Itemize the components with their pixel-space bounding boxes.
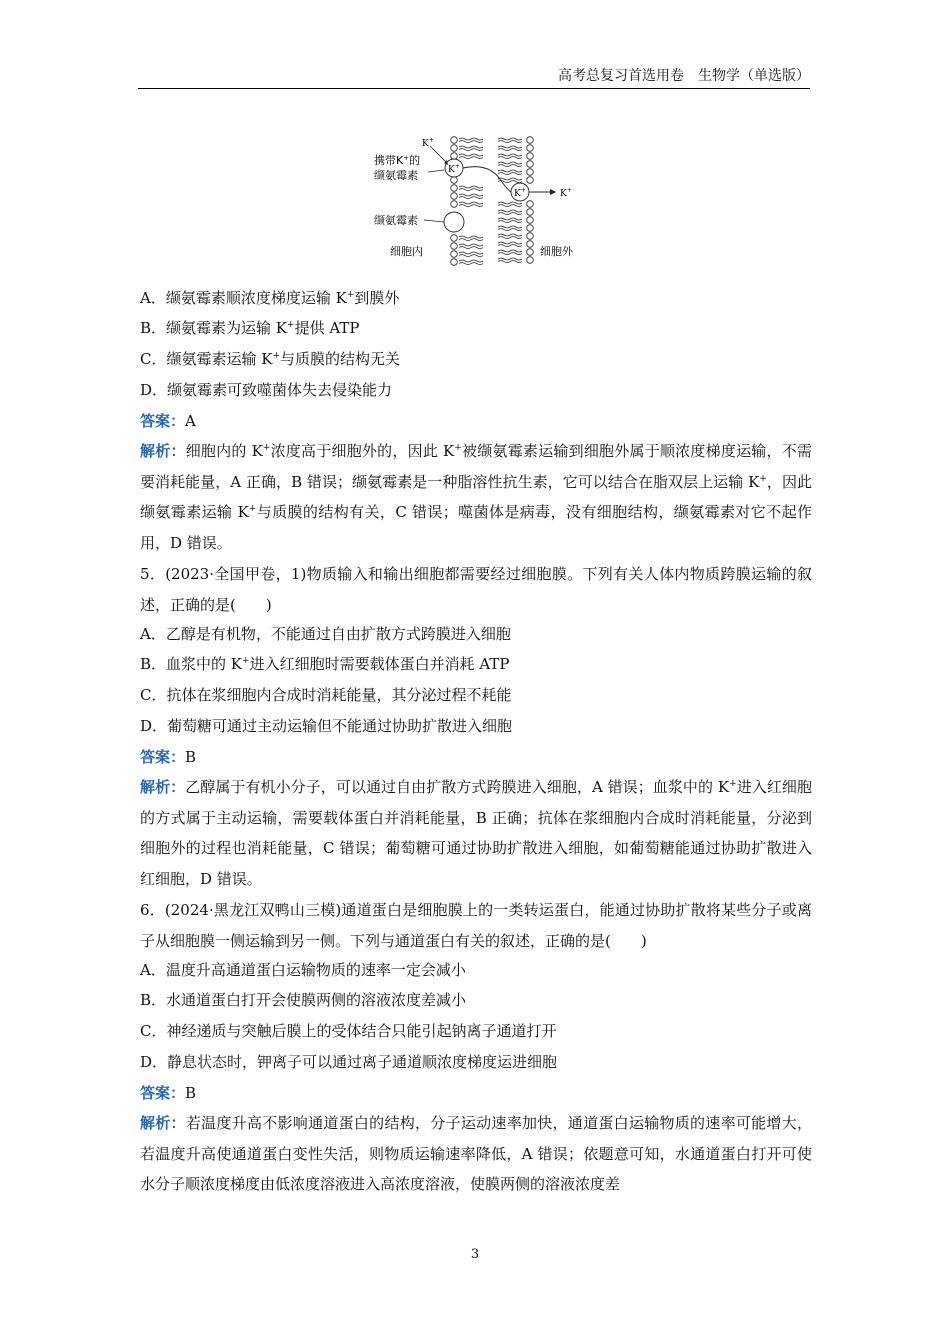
header-book-title: 高考总复习首选用卷 <box>558 68 684 84</box>
header-subject: 生物学（单选版） <box>698 68 810 84</box>
q4-answer: 答案：A <box>140 412 196 430</box>
carrier-label-2: 缬氨霉素 <box>374 169 418 182</box>
lipid-tails <box>459 138 522 265</box>
q6-option-d: D．静息状态时，钾离子可以通过离子通道顺浓度梯度运进细胞 <box>140 1053 558 1071</box>
membrane-diagram <box>370 132 582 272</box>
k-ion-mid-label: K+ <box>514 187 526 199</box>
q5-option-a: A．乙醇是有机物，不能通过自由扩散方式跨膜进入细胞 <box>140 625 511 643</box>
valinomycin-label: 缬氨霉素 <box>374 214 418 227</box>
q6-stem: 6．(2024·黑龙江双鸭山三模)通道蛋白是细胞膜上的一类转运蛋白，能通过协助扩散将某些分子或离子从细胞膜一侧运输到另一侧。下列与通道蛋白有关的叙述，正确的是( ) <box>140 901 812 950</box>
q4-option-c: C．缬氨霉素运输 K+与质膜的结构无关 <box>140 350 401 368</box>
q5-option-d: D．葡萄糖可通过主动运输但不能通过协助扩散进入细胞 <box>140 717 513 735</box>
arrow-in <box>430 146 446 162</box>
q4-option-a: A．缬氨霉素顺浓度梯度运输 K+到膜外 <box>140 289 400 307</box>
k-ion-top-label: K+ <box>422 137 434 149</box>
q5-analysis: 解析：乙醇属于有机小分子，可以通过自由扩散方式跨膜进入细胞，A 错误；血浆中的 K+进入红细胞的方式属于主动运输，需要载体蛋白并消耗能量，B 正确；抗体在浆细胞内合成时消耗能量，分泌到细胞外的过程也消耗能量，C 错误；葡萄糖可通过协助扩散进入细胞，如葡萄糖能通过协助扩散进入红细胞，D 错误。 <box>140 778 812 888</box>
q5-answer: 答案：B <box>140 748 197 766</box>
q5-stem: 5．(2023·全国甲卷，1)物质输入和输出细胞都需要经过细胞膜。下列有关人体内物质跨膜运输的叙述，正确的是( ) <box>140 565 812 614</box>
outside-cell-label: 细胞外 <box>540 245 573 258</box>
q6-option-c: C．神经递质与突触后膜上的受体结合只能引起钠离子通道打开 <box>140 1022 557 1040</box>
q6-option-b: B．水通道蛋白打开会使膜两侧的溶液浓度差减小 <box>140 991 467 1009</box>
q5-option-c: C．抗体在浆细胞内合成时消耗能量，其分泌过程不耗能 <box>140 686 512 704</box>
arrow-out-head <box>550 189 556 195</box>
q6-analysis: 解析：若温度升高不影响通道蛋白的结构，分子运动速率加快，通道蛋白运输物质的速率可能增大，若温度升高使通道蛋白变性失活，则物质运输速率降低，A 错误；依题意可知，水通道蛋白打开可使水分子顺浓度梯度由低浓度溶液进入高浓度溶液，使膜两侧的溶液浓度差 <box>140 1114 812 1193</box>
k-ion-inner-label: K+ <box>448 163 460 175</box>
page-number: 3 <box>470 1247 480 1262</box>
q6-option-a: A．温度升高通道蛋白运输物质的速率一定会减小 <box>140 961 466 979</box>
page-header <box>138 66 810 89</box>
carrier-label-1: 携带K+的 <box>374 154 421 167</box>
q6-answer: 答案：B <box>140 1084 197 1102</box>
q4-option-d: D．缬氨霉素可致噬菌体失去侵染能力 <box>140 381 393 399</box>
q4-option-b: B．缬氨霉素为运输 K+提供 ATP <box>140 319 360 337</box>
membrane-diagram-svg <box>370 132 582 272</box>
valinomycin-pointer <box>424 220 444 222</box>
inside-cell-label: 细胞内 <box>390 245 423 258</box>
free-valinomycin <box>444 212 464 232</box>
q4-analysis: 解析：细胞内的 K+浓度高于细胞外的，因此 K+被缬氨霉素运输到细胞外属于顺浓度梯度运输，不需要消耗能量，A 正确，B 错误；缬氨霉素是一种脂溶性抗生素，它可以结合在脂双层上运输 K+，因此缬氨霉素运输 K+与质膜的结构有关，C 错误；噬菌体是病毒，没有细胞结构，缬氨霉素对它不起作用，D 错误。 <box>140 442 812 552</box>
q5-option-b: B．血浆中的 K+进入红细胞时需要载体蛋白并消耗 ATP <box>140 655 510 673</box>
k-ion-out-label: K+ <box>560 187 572 199</box>
carrier-pointer <box>428 170 444 172</box>
